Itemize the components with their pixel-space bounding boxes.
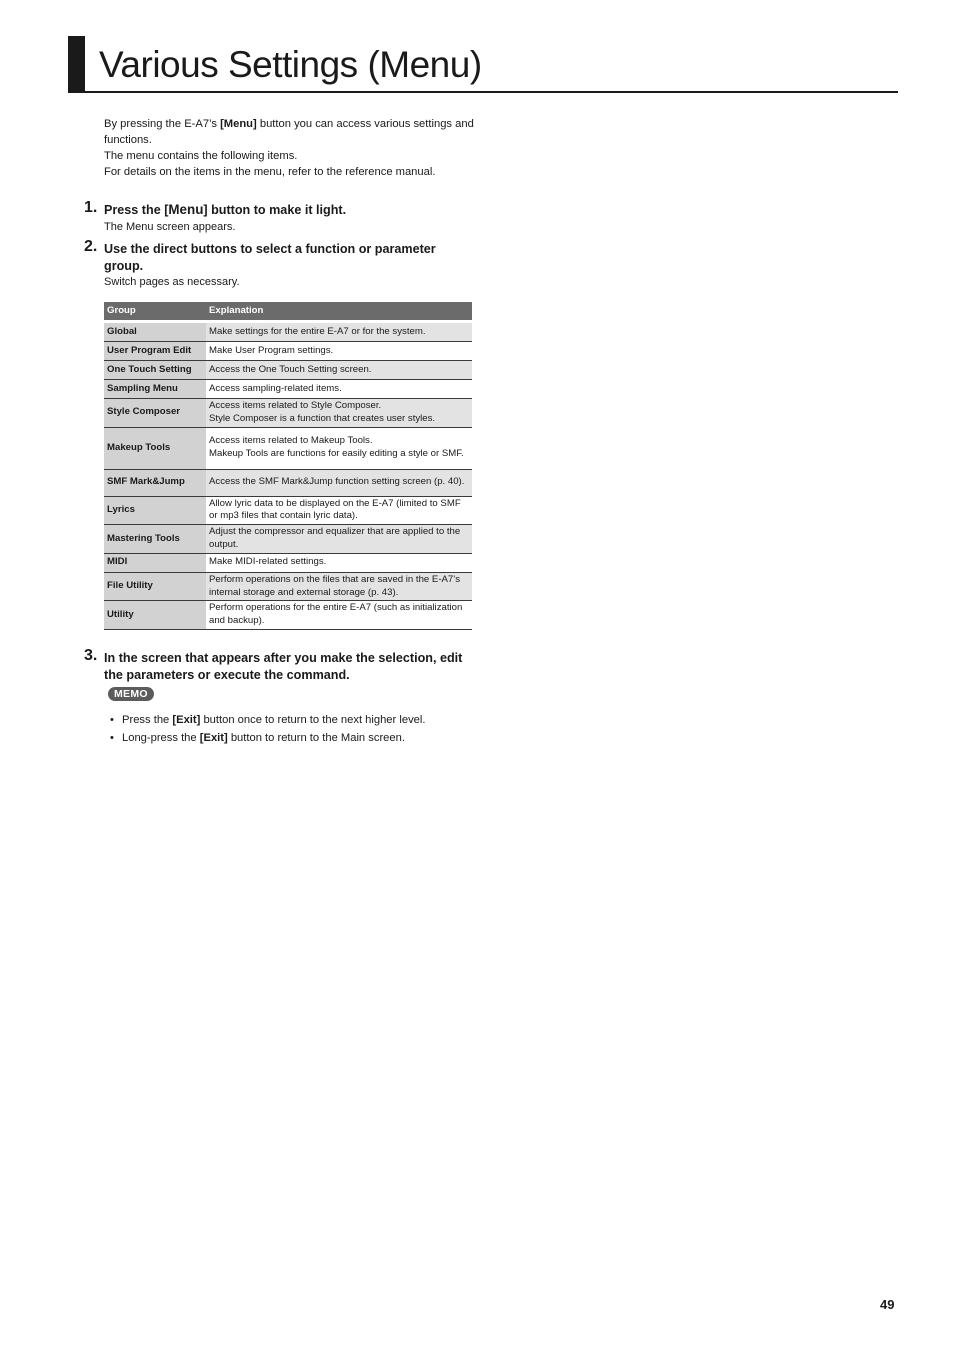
menu-button-ref: [Menu] xyxy=(220,118,257,130)
explanation-cell: Make settings for the entire E-A7 or for the system. xyxy=(206,322,472,342)
group-cell: File Utility xyxy=(104,572,206,601)
intro-line-1 xyxy=(104,116,476,148)
table-row xyxy=(104,399,472,428)
exit-button-ref: [Exit] xyxy=(172,714,201,726)
table-row xyxy=(104,380,472,399)
table-header-row xyxy=(104,302,472,322)
column-header-group: Group xyxy=(104,302,206,322)
memo-text: button to return to the Main screen. xyxy=(227,732,405,744)
group-cell: Global xyxy=(104,322,206,342)
intro-line-3: For details on the items in the menu, refer to the reference manual. xyxy=(104,166,436,178)
group-cell: Lyrics xyxy=(104,496,206,525)
bullet-icon: • xyxy=(110,714,114,726)
explanation-cell: Perform operations on the files that are saved in the E-A7’s internal storage and external storage (p. 43). xyxy=(206,572,472,601)
step-description: Switch pages as necessary. xyxy=(104,276,240,288)
table-row xyxy=(104,427,472,469)
memo-badge: MEMO xyxy=(108,687,154,701)
intro-line-2: The menu contains the following items. xyxy=(104,150,298,162)
explanation-cell: Adjust the compressor and equalizer that are applied to the output. xyxy=(206,525,472,554)
group-cell: Style Composer xyxy=(104,399,206,428)
group-cell: SMF Mark&Jump xyxy=(104,469,206,496)
group-cell: Utility xyxy=(104,601,206,630)
step-heading-text: Press the [ xyxy=(104,203,169,217)
table-row xyxy=(104,601,472,630)
step-description: The Menu screen appears. xyxy=(104,220,236,233)
page-title: Various Settings (Menu) xyxy=(99,44,482,85)
group-cell: Sampling Menu xyxy=(104,380,206,399)
memo-text: Press the xyxy=(122,714,173,726)
intro-text-span: By pressing the E-A7’s xyxy=(104,118,221,130)
group-cell: Makeup Tools xyxy=(104,427,206,469)
step-heading xyxy=(104,202,484,219)
explanation-cell xyxy=(206,427,472,469)
group-cell: Mastering Tools xyxy=(104,525,206,554)
explanation-cell xyxy=(206,399,472,428)
menu-button-ref: Menu xyxy=(168,202,204,217)
group-cell: One Touch Setting xyxy=(104,361,206,380)
group-cell: User Program Edit xyxy=(104,342,206,361)
bullet-icon: • xyxy=(110,732,114,744)
intro-text-span: button you can access various settings and functions. xyxy=(104,118,474,146)
table-row xyxy=(104,342,472,361)
table-row xyxy=(104,525,472,554)
table-row xyxy=(104,322,472,342)
explanation-line: Access items related to Style Composer. xyxy=(209,400,382,411)
memo-text: button once to return to the next higher level. xyxy=(200,714,426,726)
explanation-line: Style Composer is a function that creates user styles. xyxy=(209,412,436,424)
table-row xyxy=(104,469,472,496)
list-item xyxy=(110,711,425,729)
page-number: 49 xyxy=(880,1297,895,1312)
memo-text: Long-press the xyxy=(122,732,200,744)
step-3 xyxy=(84,647,484,683)
exit-button-ref: [Exit] xyxy=(199,732,228,744)
explanation-cell: Access the One Touch Setting screen. xyxy=(206,361,472,380)
explanation-line: Access items related to Makeup Tools. xyxy=(209,435,373,447)
table-row xyxy=(104,496,472,525)
table-row xyxy=(104,361,472,380)
step-heading-text: ] button to make it light. xyxy=(203,203,347,217)
step-1 xyxy=(84,199,484,234)
list-item xyxy=(110,729,425,747)
explanation-cell: Allow lyric data to be displayed on the E-A7 (limited to SMF or mp3 files that contain lyric data). xyxy=(206,496,472,525)
step-number: 1. xyxy=(84,199,98,216)
explanation-cell: Access the SMF Mark&Jump function setting screen (p. 40). xyxy=(206,469,472,496)
explanation-line: Makeup Tools are functions for easily editing a style or SMF. xyxy=(209,448,464,460)
step-2 xyxy=(84,238,484,289)
title-accent-bar xyxy=(68,36,85,91)
intro-text xyxy=(104,116,476,180)
menu-groups-table xyxy=(104,302,472,630)
memo-list xyxy=(110,711,425,747)
page-header xyxy=(68,36,898,93)
step-heading: Use the direct buttons to select a function or parameter group. xyxy=(104,242,436,273)
explanation-cell: Perform operations for the entire E-A7 (such as initialization and backup). xyxy=(206,601,472,630)
step-number: 2. xyxy=(84,238,98,255)
explanation-cell: Make User Program settings. xyxy=(206,342,472,361)
group-cell: MIDI xyxy=(104,553,206,572)
explanation-cell: Make MIDI-related settings. xyxy=(206,553,472,572)
table-row xyxy=(104,553,472,572)
table-row xyxy=(104,572,472,601)
step-number: 3. xyxy=(84,647,98,664)
step-heading: In the screen that appears after you make the selection, edit the parameters or execute the command. xyxy=(104,651,463,682)
column-header-explanation: Explanation xyxy=(206,302,472,322)
explanation-cell: Access sampling-related items. xyxy=(206,380,472,399)
